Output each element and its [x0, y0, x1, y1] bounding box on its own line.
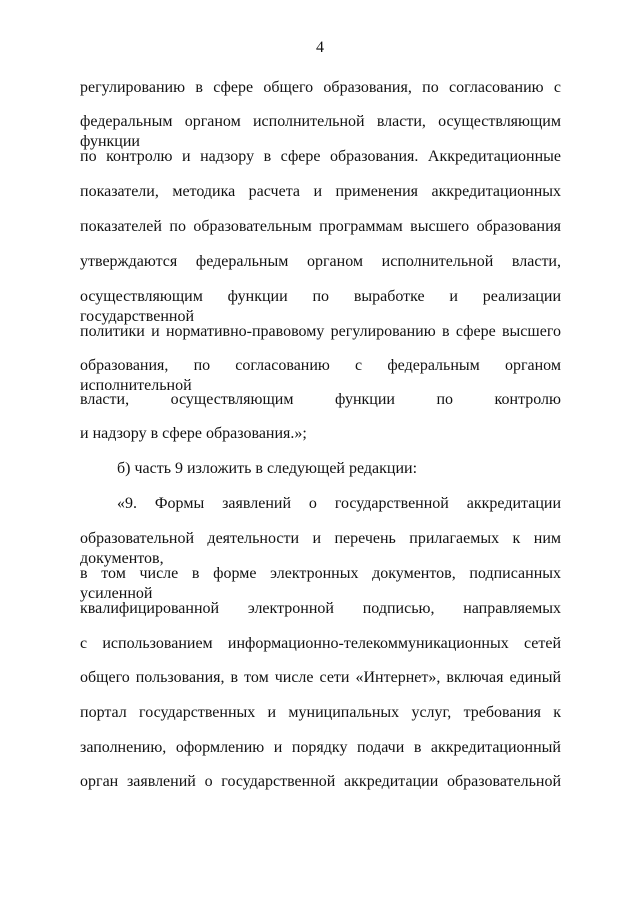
text-line: и надзору в сфере образования.»;	[80, 425, 307, 442]
text-line: в том числе в форме электронных документов, подписанных усиленной	[80, 565, 561, 602]
text-line: «9. Формы заявлений о государственной аккредитации	[117, 495, 561, 512]
text-line: с использованием информационно-телекоммуникационных сетей	[80, 635, 561, 652]
text-line: федеральным органом исполнительной власти, осуществляющим функции	[80, 113, 561, 150]
text-line: общего пользования, в том числе сети «Интернет», включая единый	[80, 669, 561, 686]
text-line: показателей по образовательным программам высшего образования	[80, 218, 561, 235]
text-line: портал государственных и муниципальных услуг, требования к	[80, 704, 561, 721]
text-line: образования, по согласованию с федеральным органом исполнительной	[80, 357, 561, 394]
text-line: квалифицированной электронной подписью, направляемых	[80, 600, 561, 617]
text-line: б) часть 9 изложить в следующей редакции:	[117, 460, 418, 477]
text-line: показатели, методика расчета и применения аккредитационных	[80, 183, 561, 200]
text-line: осуществляющим функции по выработке и реализации государственной	[80, 288, 561, 325]
text-line: по контролю и надзору в сфере образования. Аккредитационные	[80, 148, 561, 165]
text-line: регулированию в сфере общего образования, по согласованию с	[80, 79, 561, 96]
text-line: политики и нормативно-правовому регулированию в сфере высшего	[80, 323, 561, 340]
text-line: заполнению, оформлению и порядку подачи в аккредитационный	[80, 739, 561, 756]
text-line: орган заявлений о государственной аккредитации образовательной	[80, 773, 561, 790]
text-line: власти, осуществляющим функции по контролю	[80, 391, 561, 408]
text-line: образовательной деятельности и перечень прилагаемых к ним документов,	[80, 530, 561, 567]
page-number: 4	[316, 39, 324, 56]
text-line: утверждаются федеральным органом исполнительной власти,	[80, 253, 561, 270]
